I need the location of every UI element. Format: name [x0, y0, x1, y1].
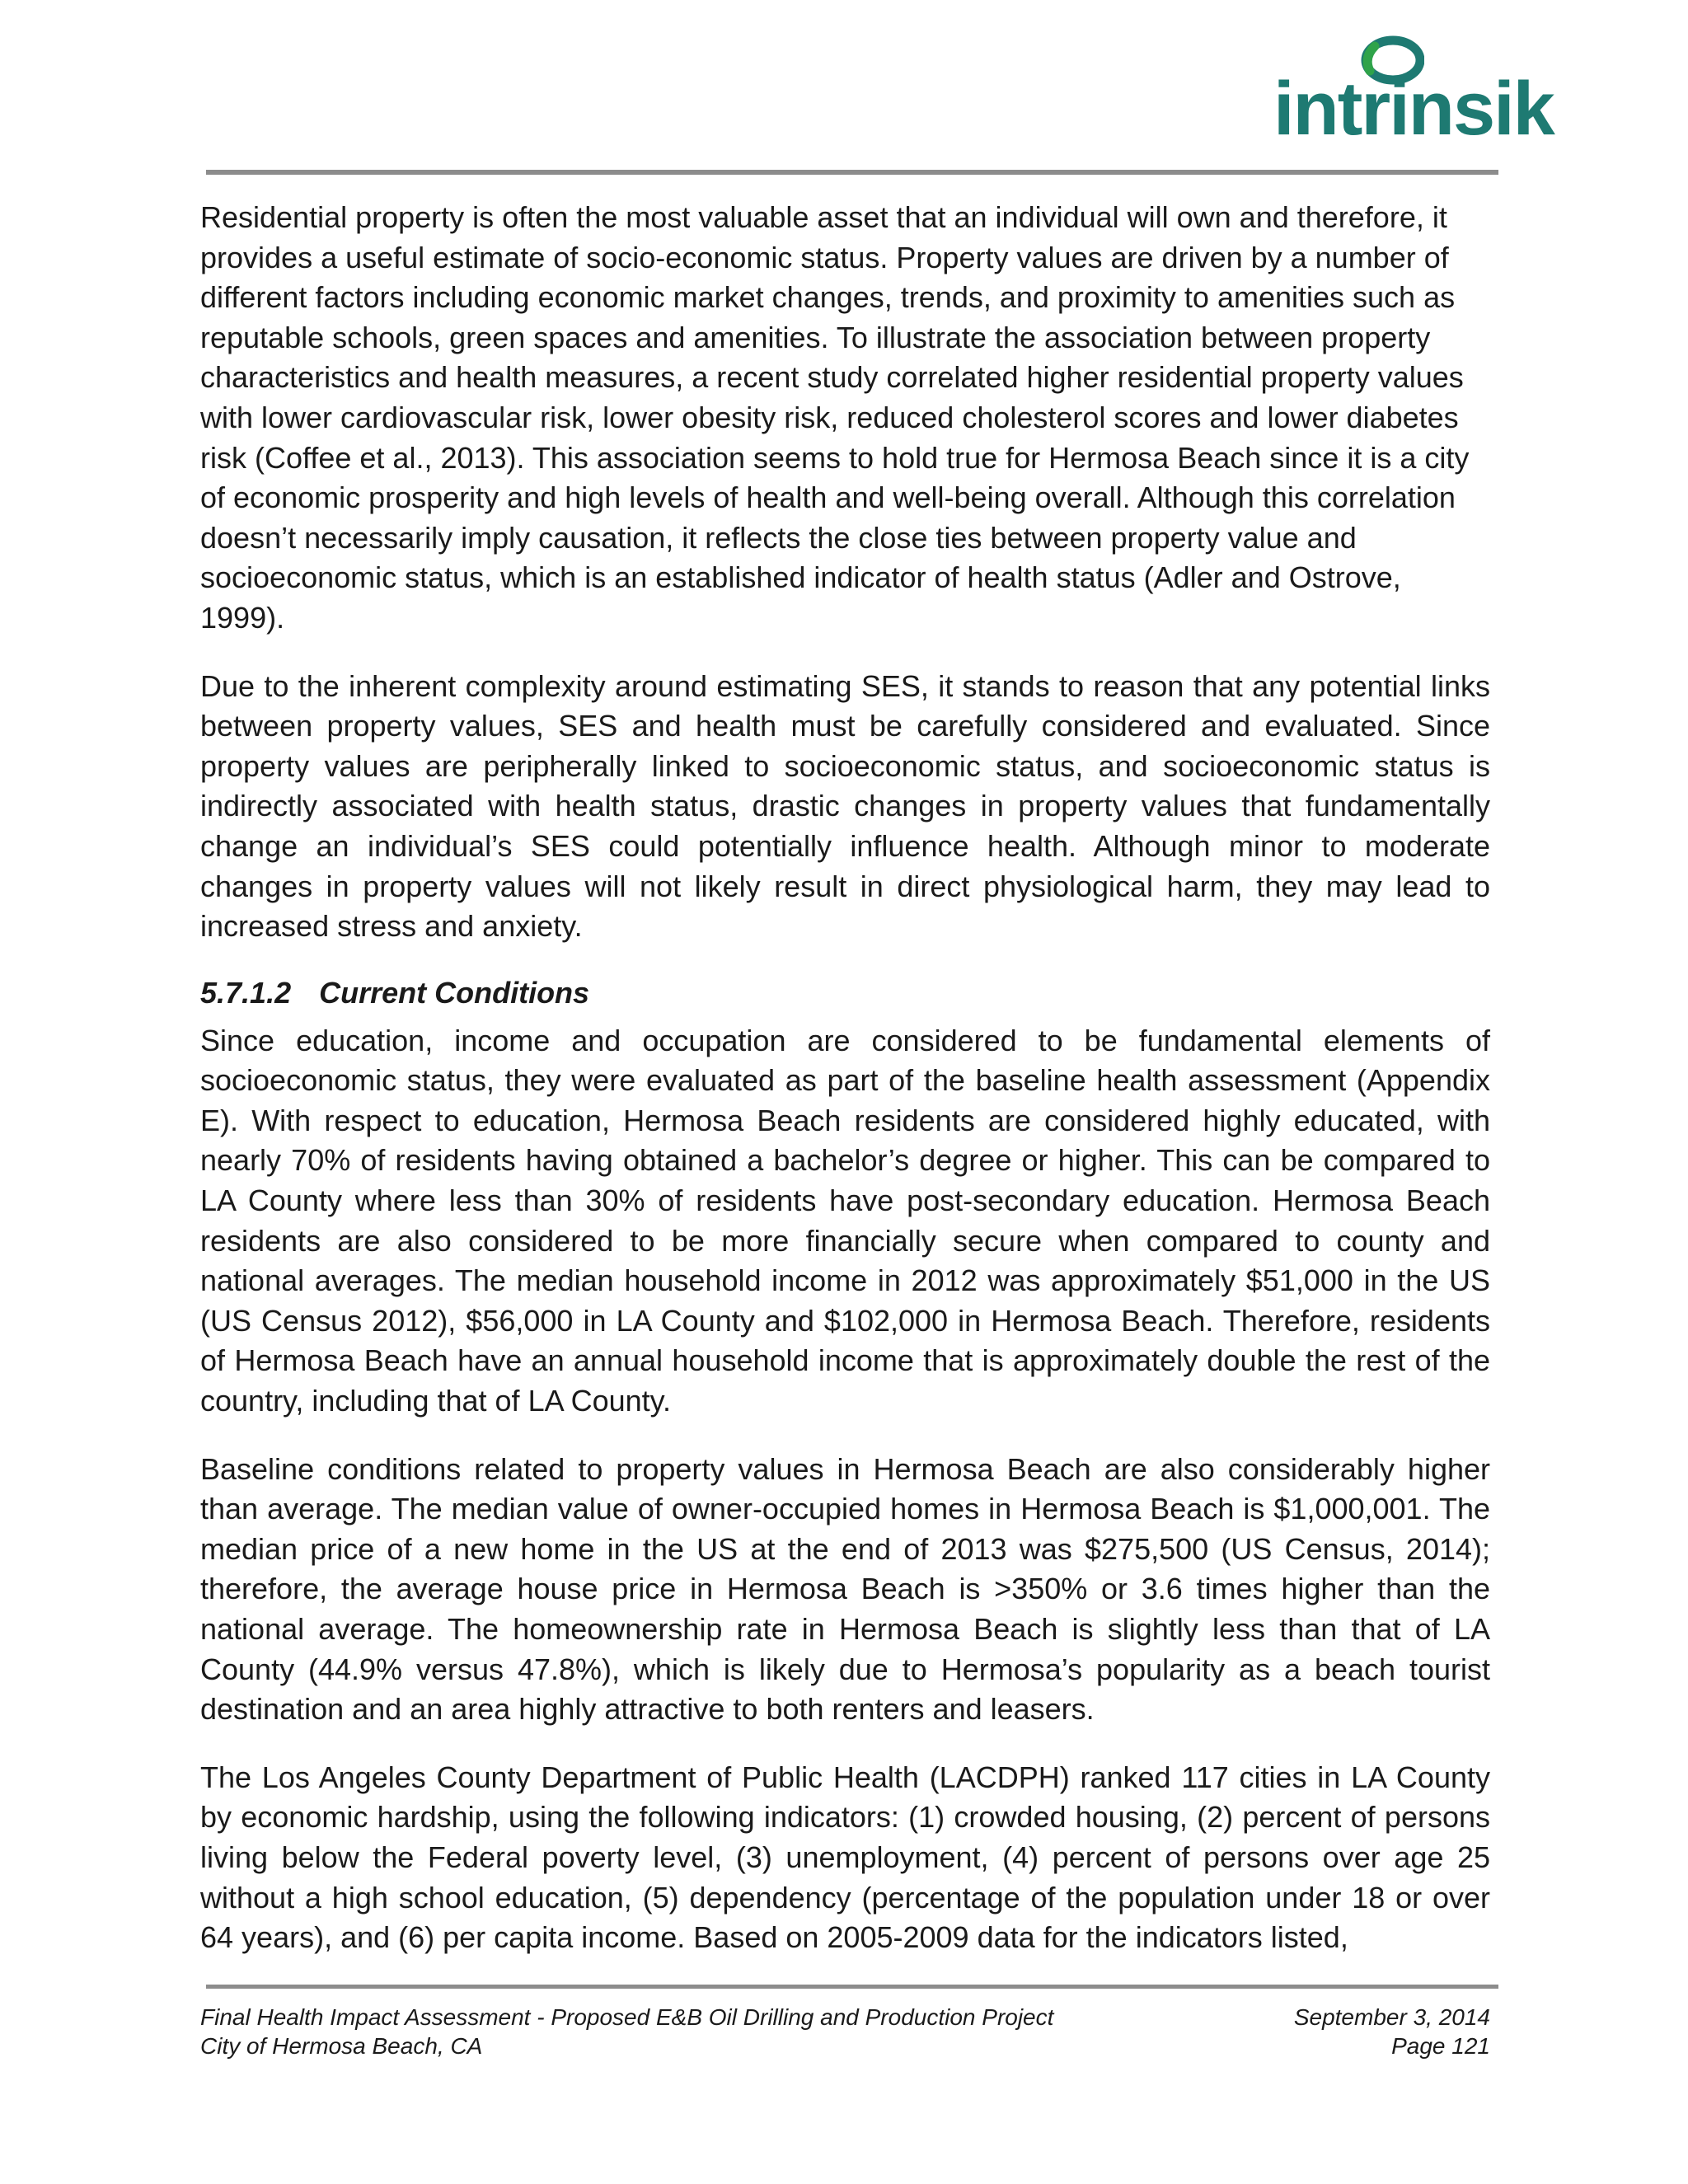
- footer-document-title: Final Health Impact Assessment - Proposed E&B Oil Drilling and Production Project: [200, 2004, 1054, 2030]
- section-title: Current Conditions: [319, 975, 590, 1010]
- footer-row-2: [200, 2032, 1490, 2060]
- paragraph-education-income: Since education, income and occupation are considered to be fundamental elements of socioeconomic status, they were evaluated as part of the baseline health assessment (Appendix E). With respect to education, Hermosa Beach residents are considered highly educated, with nearly 70% of residents having obtained a bachelor’s degree or higher. This can be compared to LA County where less than 30% of residents have post-secondary education. Hermosa Beach residents are also considered to be more financially secure when compared to county and national averages. The median household income in 2012 was approximately $51,000 in the US (US Census 2012), $56,000 in LA County and $102,000 in Hermosa Beach. Therefore, residents of Hermosa Beach have an annual household income that is approximately double the rest of the country, including that of LA County.: [200, 1023, 1490, 1418]
- footer-page-number: Page 121: [1391, 2033, 1490, 2059]
- footer-rule: [206, 1985, 1498, 1989]
- section-heading: [200, 975, 1490, 1011]
- footer-date: September 3, 2014: [1293, 2004, 1490, 2030]
- section-number: 5.7.1.2: [200, 975, 292, 1010]
- paragraph-baseline-property: Baseline conditions related to property values in Hermosa Beach are also considerably higher than average. The median value of owner-occupied homes in Hermosa Beach is $1,000,001. The median price of a new home in the US at the end of 2013 was $275,500 (US Census, 2014); therefore, the average house price in Hermosa Beach is >350% or 3.6 times higher than the national average. The homeownership rate in Hermosa Beach is slightly less than that of LA County (44.9% versus 47.8%), which is likely due to Hermosa’s popularity as a beach tourist destination and an area highly attractive to both renters and leasers.: [200, 1451, 1490, 1727]
- footer-row-1: [200, 2003, 1490, 2032]
- paragraph-property-value: Residential property is often the most valuable asset that an individual will own and therefore, it provides a useful estimate of socio-economic status. Property values are driven by a number of different factors including economic market changes, trends, and proximity to amenities such as reputable schools, green spaces and amenities. To illustrate the association between property characteristics and health measures, a recent study correlated higher residential property values with lower cardiovascular risk, lower obesity risk, reduced cholesterol scores and lower diabetes risk (Coffee et al., 2013). This association seems to hold true for Hermosa Beach since it is a city of economic prosperity and high levels of health and well-being overall. Although this correlation doesn’t necessarily imply causation, it reflects the close ties between property value and socioeconomic status, which is an established indicator of health status (Adler and Ostrove, 1999).: [200, 200, 1470, 635]
- page-footer: [200, 2003, 1490, 2060]
- logo-wordmark: intrinsik: [1273, 67, 1554, 151]
- footer-city: City of Hermosa Beach, CA: [200, 2033, 483, 2059]
- header-rule: [206, 170, 1498, 175]
- paragraph-lacdph-ranking: The Los Angeles County Department of Public Health (LACDPH) ranked 117 cities in LA County by economic hardship, using the following indicators: (1) crowded housing, (2) percent of persons living below the Federal poverty level, (3) unemployment, (4) percent of persons over age 25 without a high school education, (5) dependency (percentage of the population under 18 or over 64 years), and (6) per capita income. Based on 2005-2009 data for the indicators listed,: [200, 1760, 1490, 1955]
- document-body: [200, 198, 1490, 1986]
- company-logo: [1273, 31, 1554, 151]
- paragraph-ses-links: Due to the inherent complexity around estimating SES, it stands to reason that any potential links between property values, SES and health must be carefully considered and evaluated. Since property values are peripherally linked to socioeconomic status, and socioeconomic status is indirectly associated with health status, drastic changes in property values that fundamentally change an individual’s SES could potentially influence health. Although minor to moderate changes in property values will not likely result in direct physiological harm, they may lead to increased stress and anxiety.: [200, 668, 1490, 944]
